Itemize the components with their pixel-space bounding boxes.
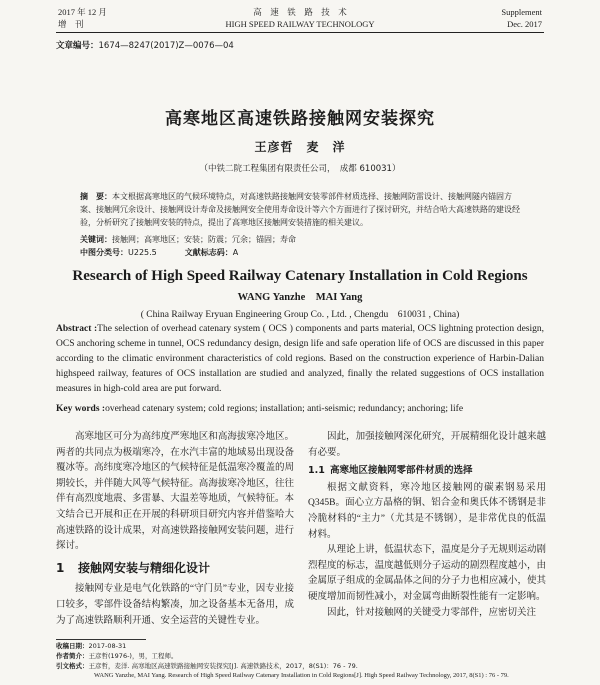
section-1-1-heading <box>308 463 546 479</box>
section-1-title: 接触网安装与精细化设计 <box>78 560 211 575</box>
header-date: 2017 年 12 月 <box>58 7 107 17</box>
section-1-1-number: 1.1 <box>308 465 325 477</box>
conclusion-paragraph: 因此，针对接触网的关键受力零部件，应密切关注 <box>327 607 537 618</box>
footnote-citation-cn <box>56 661 556 671</box>
continued-paragraph: 因此，加强接触网深化研究，开展精细化设计越来越有必要。 <box>308 432 546 458</box>
received-label: 收稿日期： <box>56 642 89 650</box>
abstract-en-text: The selection of overhead catenary system ( OCS ) components and parts material, OCS lightning protection design, OCS anchoring scheme in tunnel, OCS redundancy design, design life and safe operation life of OCS are discussed in this paper according to the climatic environment characteristics of cold regions. Based on the construction experience of Harbin-Dalian highspeed railway, features of OCS installation are studied and analyzed, finally the related suggestions of OCS installation measures in high-cold area are put forward. <box>56 324 544 394</box>
article-number <box>56 39 234 51</box>
doc-code-value: A <box>232 248 239 257</box>
doc-code-label: 文献标志码： <box>184 248 233 257</box>
journal-name-cn: 高 速 铁 路 技 术 <box>253 7 347 17</box>
title-cn: 高寒地区高速铁路接触网安装探究 <box>165 109 435 129</box>
keywords-cn <box>80 233 522 246</box>
article-number-value: 1674—8247(2017)Z—0076—04 <box>98 41 234 51</box>
classification-cn <box>80 247 238 258</box>
abstract-cn <box>80 190 522 229</box>
received-date: 2017-08-31 <box>88 642 127 650</box>
footnote-rule <box>56 639 146 640</box>
header-issue: 增 刊 <box>58 19 84 29</box>
abstract-en-label: Abstract : <box>56 324 98 334</box>
body-column-right <box>308 430 546 621</box>
keywords-cn-label: 关键词： <box>80 235 112 244</box>
keywords-en-text: overhead catenary system; cold regions; installation; anti-seismic; redundancy; anchoring; life <box>105 404 464 414</box>
material-paragraph: 根据文献资料，寒冷地区接触网的碳素钢易采用Q345B。面心立方晶格的铜、铝合金和奥氏体不锈钢是非冷脆材料的“主力”（尤其是不锈钢），是非常优良的低温材料。 <box>308 482 546 540</box>
class-number-label: 中图分类号： <box>80 248 128 257</box>
abstract-cn-text: 本文根据高寒地区的气候环境特点，对高速铁路接触网安装零部件材质选择、接触网防雷设计、接触网隧内锚固方案、接触网冗余设计、接触网设计寿命及接触网安全使用寿命设计等六个方面进行了探讨研究，并结合哈大高速铁路的建设经验，分析研究了接触网安装的特点，提出了高寒地区接触网安装措施的相关建议。 <box>80 192 520 227</box>
header-supplement: Supplement <box>501 7 542 17</box>
header-date-en: Dec. 2017 <box>507 19 542 29</box>
citation-cn: 王彦哲，麦洋. 高寒地区高速铁路接触网安装探究[J]. 高速铁路技术，2017，8(S1)：76 - 79. <box>88 662 358 670</box>
intro-paragraph: 高寒地区可分为高纬度严寒地区和高海拔寒冷地区。两者的共同点为极端寒冷，在水汽丰富的地域易出现设备覆冰等。高纬度寒冷地区的气候特征是低温寒冷覆盖的周期较长，并伴随大风等气候特征。高海拔寒冷地区，往往伴有高烈度地震、多雷暴、大温差等地质，气候特征。本文结合已开展和正在开展的科研项目研究内容并借鉴哈大高速铁路的设计成果，对高速铁路接触网安装问题，进行探讨。 <box>56 432 294 552</box>
body-column-left <box>56 430 294 629</box>
keywords-en <box>56 402 544 416</box>
author-bio: 王彦哲(1976-)，男，工程师。 <box>88 652 178 660</box>
class-number-value: U225.5 <box>128 248 157 257</box>
footnote-author <box>56 651 556 661</box>
header-rule <box>56 32 544 33</box>
affiliation-en: ( China Railway Eryuan Engineering Group Co. , Ltd. , Chengdu 610031 , China) <box>140 310 460 320</box>
theory-paragraph: 从理论上讲，低温状态下，温度是分子无规则运动剧烈程度的标志，温度越低则分子运动的剧烈程度越小，由金属原子组成的金属晶体之间的分子力也相应减小，使其硬度增加而韧性减小，对金属弯曲断裂性能有一定影响。 <box>308 545 546 602</box>
section-1-paragraph: 接触网专业是电气化铁路的“守门员”专业，因专业接口较多，零部件设备结构繁凑，加之设备基本无备用，成为了高速铁路顺利开通、安全运营的关键性专业。 <box>56 584 294 626</box>
section-1-1-title: 高寒地区接触网零部件材质的选择 <box>330 465 473 477</box>
keywords-cn-text: 接触网；高寒地区；安装；防震；冗余；锚固；寿命 <box>112 235 296 244</box>
header-journal <box>180 6 420 30</box>
authors-en: WANG Yanzhe MAI Yang <box>237 292 363 303</box>
title-en: Research of High Speed Railway Catenary Installation in Cold Regions <box>72 268 528 284</box>
affiliation-cn: （中铁二院工程集团有限责任公司， 成都 610031） <box>199 164 401 174</box>
abstract-cn-label: 摘 要： <box>80 192 112 201</box>
authors-cn: 王彦哲 麦 洋 <box>254 140 346 154</box>
article-number-label: 文章编号： <box>56 41 99 51</box>
section-1-heading <box>56 561 294 577</box>
header-right <box>501 6 542 30</box>
footnote-received <box>56 641 556 651</box>
author-bio-label: 作者简介： <box>56 652 89 660</box>
footnote-citation-en: WANG Yanzhe, MAI Yang. Research of High Speed Railway Catenary Installation in Cold Regions[J]. High Speed Railway Technology, 2017, 8(S1) : 76 - 79. <box>94 672 509 679</box>
keywords-en-label: Key words : <box>56 404 106 414</box>
header-left <box>58 6 107 30</box>
citation-label: 引文格式： <box>56 662 89 670</box>
journal-name-en: HIGH SPEED RAILWAY TECHNOLOGY <box>225 19 375 29</box>
section-1-number: 1 <box>56 560 65 575</box>
abstract-en <box>56 322 544 397</box>
